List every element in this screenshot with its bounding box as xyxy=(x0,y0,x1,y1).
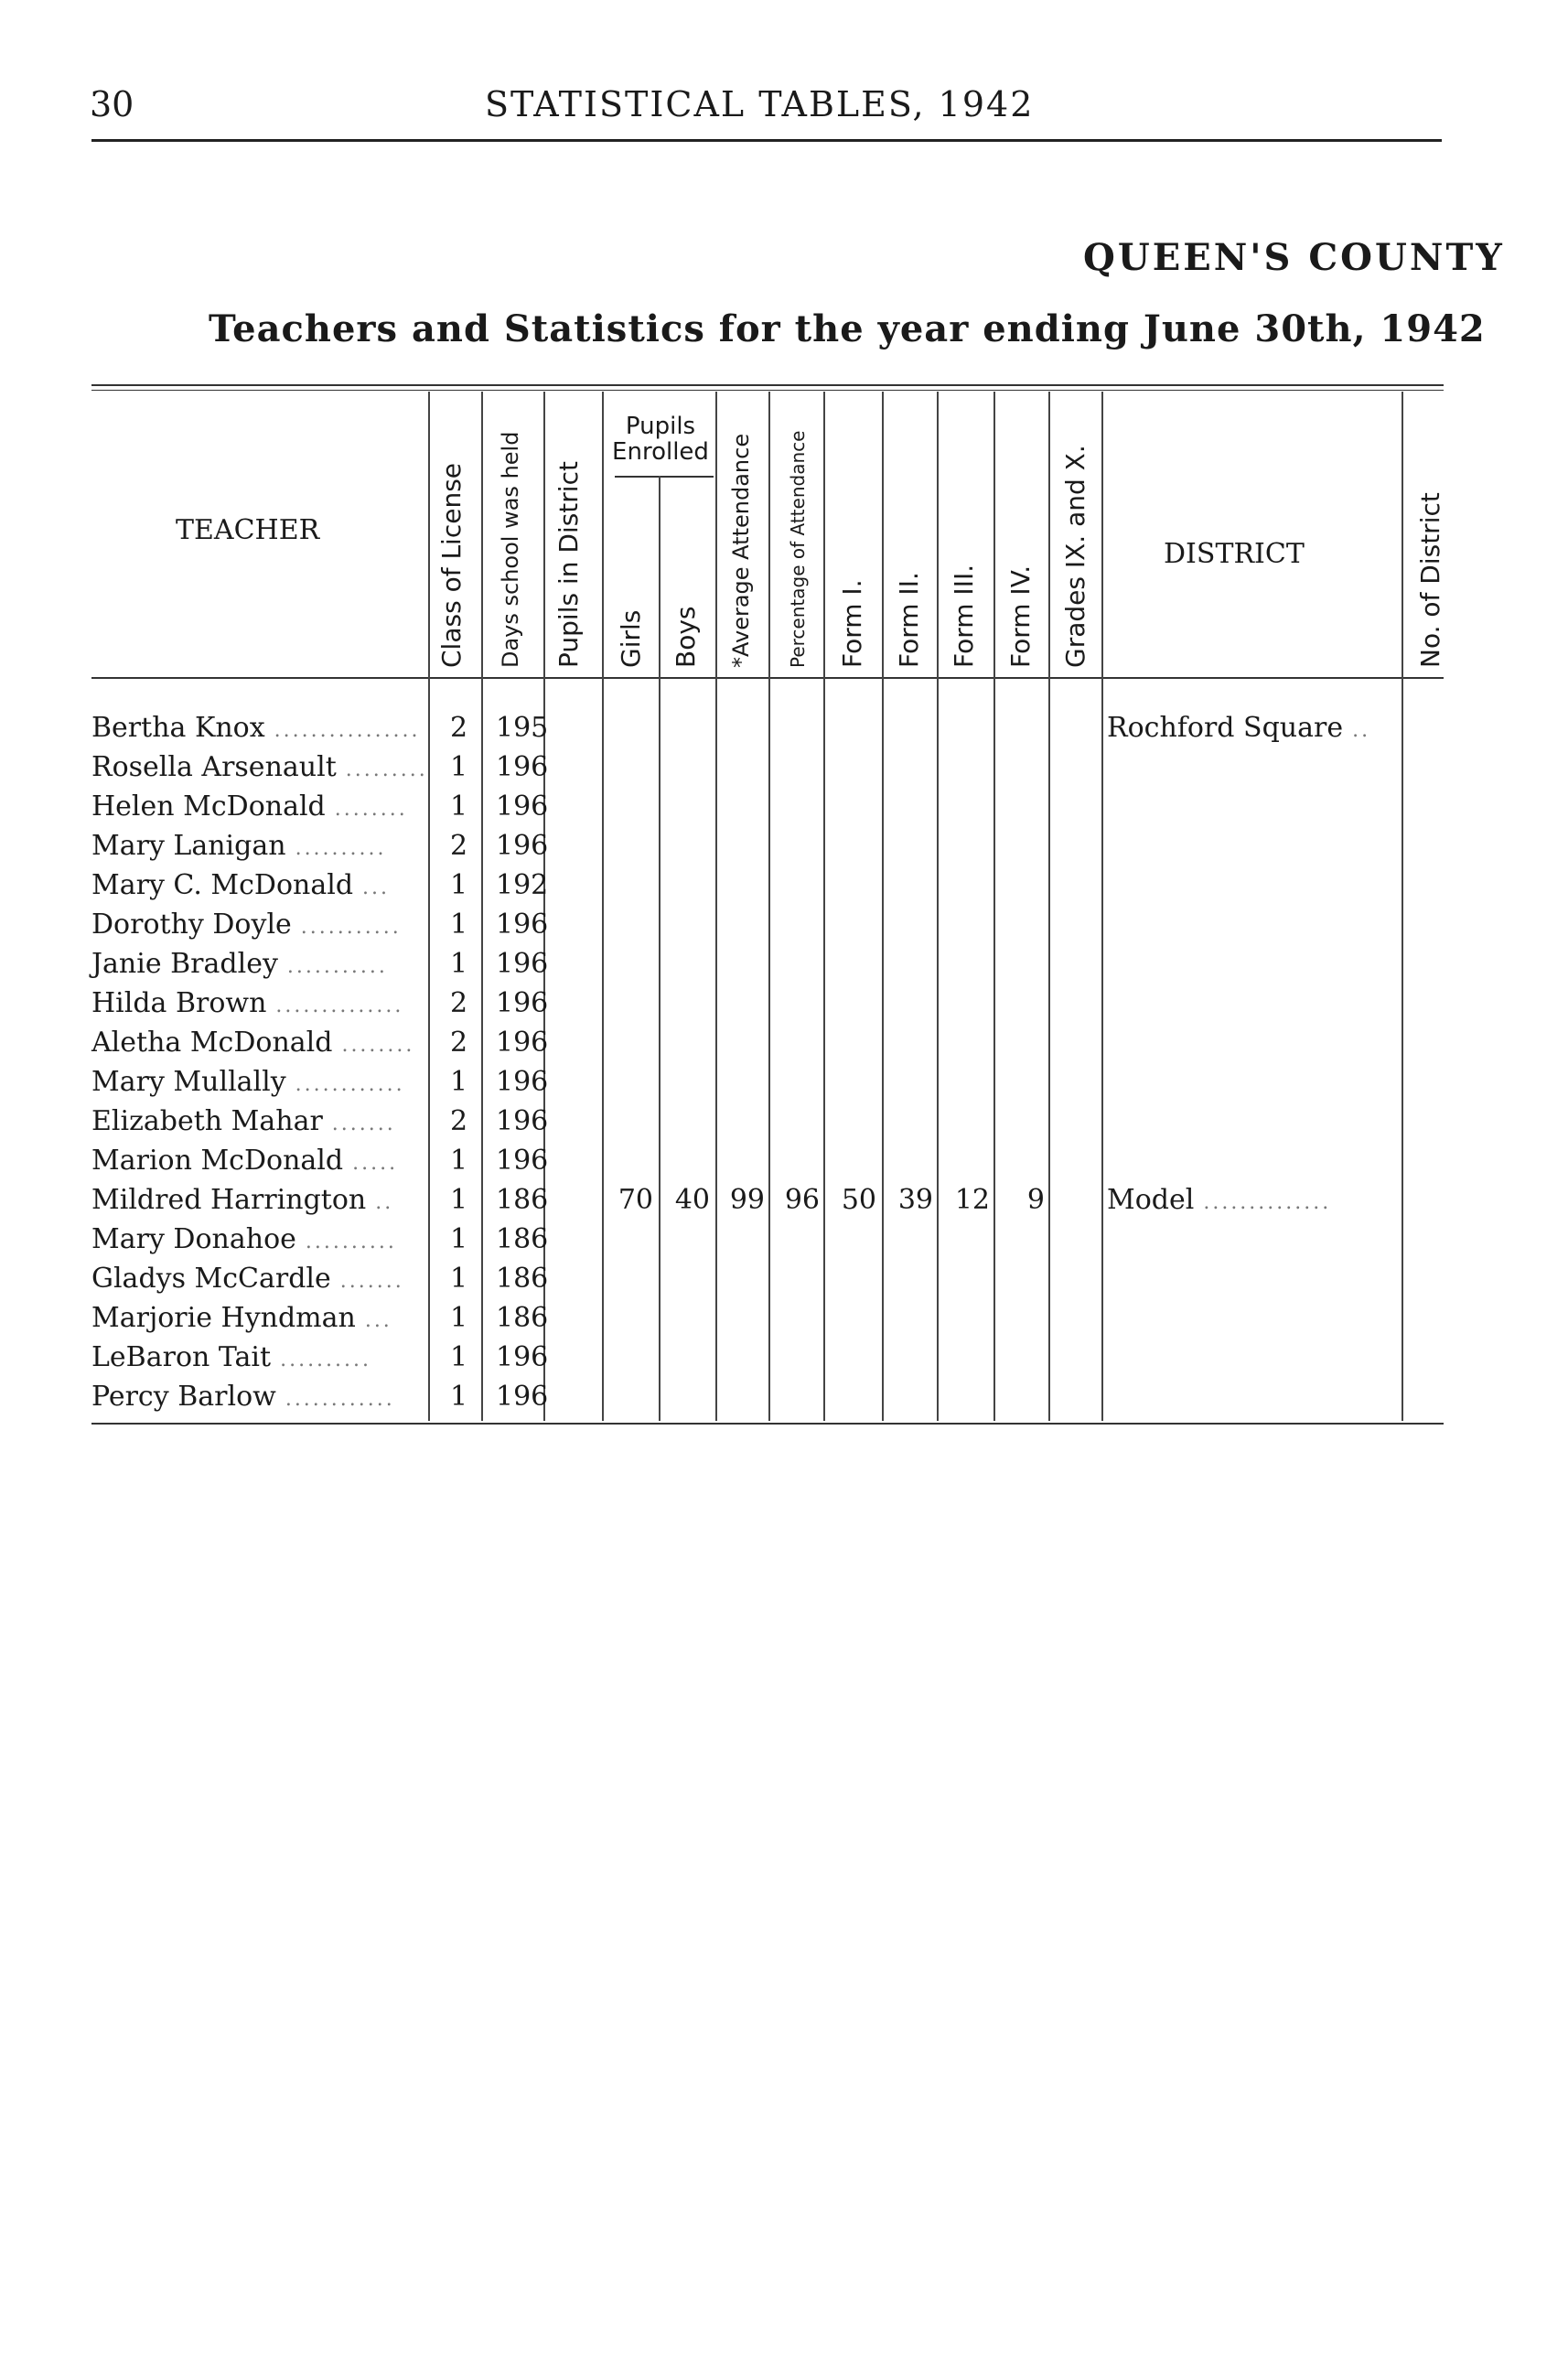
table-row xyxy=(0,1381,1568,1419)
table-row xyxy=(0,1105,1568,1144)
dot-leader: ................ xyxy=(264,719,421,742)
dot-leader: ..... xyxy=(343,1152,399,1175)
dot-leader: ... xyxy=(353,876,391,899)
running-title: STATISTICAL TABLES, 1942 xyxy=(485,84,1035,124)
form-4-cell: 9 xyxy=(1026,1184,1045,1216)
days-school-held-heading: Days school was held xyxy=(498,431,523,668)
days-school-held-cell: 186 xyxy=(496,1302,549,1334)
header-rule xyxy=(91,139,1442,142)
days-school-held-cell: 196 xyxy=(496,948,549,980)
dot-leader: .......... xyxy=(285,837,387,860)
dot-leader: .............. xyxy=(266,995,404,1017)
dot-leader: ............ xyxy=(275,1388,395,1411)
dot-leader: ... xyxy=(355,1309,392,1332)
teacher-name: Percy Barlow ............ xyxy=(91,1381,395,1413)
teacher-name: Marjorie Hyndman ... xyxy=(91,1302,392,1334)
dot-leader: ....... xyxy=(330,1270,404,1293)
class-of-license-cell: 1 xyxy=(450,1223,468,1255)
teacher-name: Bertha Knox ................ xyxy=(91,712,421,744)
days-school-held-cell: 196 xyxy=(496,1145,549,1177)
days-school-held-cell: 196 xyxy=(496,909,549,941)
teacher-name: Gladys McCardle ....... xyxy=(91,1263,404,1295)
table-top-rule xyxy=(91,384,1444,386)
table-row xyxy=(0,987,1568,1026)
class-of-license-cell: 1 xyxy=(450,751,468,783)
form-1-cell: 50 xyxy=(841,1184,876,1216)
dot-leader: ........... xyxy=(291,916,402,939)
teacher-name: Aletha McDonald ........ xyxy=(91,1027,415,1059)
dot-leader: ........ xyxy=(332,1034,415,1057)
class-of-license-cell: 1 xyxy=(450,869,468,901)
class-of-license-cell: 1 xyxy=(450,1066,468,1098)
table-row xyxy=(0,790,1568,829)
form-3-cell: 12 xyxy=(954,1184,990,1216)
table-row xyxy=(0,1184,1568,1222)
days-school-held-cell: 196 xyxy=(496,1381,549,1413)
grades-ix-and-x-heading: Grades IX. and X. xyxy=(1060,445,1090,668)
table-bottom-rule xyxy=(91,1423,1444,1425)
days-school-held-cell: 186 xyxy=(496,1223,549,1255)
days-school-held-cell: 196 xyxy=(496,987,549,1019)
teacher-name: Mildred Harrington .. xyxy=(91,1184,394,1216)
teacher-name: Marion McDonald ..... xyxy=(91,1145,399,1177)
class-of-license-cell: 1 xyxy=(450,909,468,941)
teacher-name: Rosella Arsenault ......... xyxy=(91,751,428,783)
no-of-district-heading: No. of District xyxy=(1415,492,1445,668)
days-school-held-cell: 196 xyxy=(496,1341,549,1373)
days-school-held-cell: 186 xyxy=(496,1184,549,1216)
form-2-cell: 39 xyxy=(897,1184,933,1216)
table-row xyxy=(0,830,1568,868)
table-row xyxy=(0,1223,1568,1262)
teacher-name: Hilda Brown .............. xyxy=(91,987,404,1019)
days-school-held-cell: 196 xyxy=(496,1105,549,1137)
teacher-name: Janie Bradley ........... xyxy=(91,948,388,980)
header-bottom-rule xyxy=(91,677,1444,679)
days-school-held-cell: 196 xyxy=(496,790,549,823)
teacher-name: Elizabeth Mahar ....... xyxy=(91,1105,396,1137)
teacher-name: Helen McDonald ........ xyxy=(91,790,408,823)
class-of-license-cell: 2 xyxy=(450,1105,468,1137)
days-school-held-cell: 195 xyxy=(496,712,549,744)
class-of-license-cell: 1 xyxy=(450,790,468,823)
form-3-heading: Form III. xyxy=(949,564,979,668)
days-school-held-cell: 196 xyxy=(496,1066,549,1098)
dot-leader: ....... xyxy=(322,1113,396,1135)
table-row xyxy=(0,712,1568,750)
table-row xyxy=(0,909,1568,947)
teacher-name: Mary Mullally ............ xyxy=(91,1066,405,1098)
teacher-column-heading: TEACHER xyxy=(176,514,320,546)
district-column-heading: DISTRICT xyxy=(1164,538,1305,570)
dot-leader: .......... xyxy=(271,1349,372,1371)
pupils-in-district-heading: Pupils in District xyxy=(553,461,584,668)
table-row xyxy=(0,1145,1568,1183)
table-top-rule-2 xyxy=(91,390,1444,391)
form-1-heading: Form I. xyxy=(837,579,867,668)
dot-leader: ........ xyxy=(325,798,408,821)
boys-cell: 40 xyxy=(674,1184,710,1216)
dot-leader: ........... xyxy=(277,955,388,978)
dot-leader: ......... xyxy=(336,758,428,781)
girls-heading: Girls xyxy=(616,609,646,668)
class-of-license-cell: 1 xyxy=(450,1302,468,1334)
days-school-held-cell: 196 xyxy=(496,751,549,783)
boys-heading: Boys xyxy=(671,606,701,668)
table-row xyxy=(0,1066,1568,1104)
days-school-held-cell: 186 xyxy=(496,1263,549,1295)
teacher-name: Mary C. McDonald ... xyxy=(91,869,391,901)
dot-leader: .. xyxy=(1343,719,1371,742)
page-number: 30 xyxy=(90,84,134,124)
class-of-license-cell: 2 xyxy=(450,830,468,862)
table-row xyxy=(0,1263,1568,1301)
teacher-name: Dorothy Doyle ........... xyxy=(91,909,402,941)
days-school-held-cell: 196 xyxy=(496,1027,549,1059)
average-attendance-cell: 99 xyxy=(729,1184,765,1216)
days-school-held-cell: 196 xyxy=(496,830,549,862)
table-subtitle: Teachers and Statistics for the year ending June 30th, 1942 xyxy=(209,307,1486,350)
teacher-name: LeBaron Tait .......... xyxy=(91,1341,372,1373)
class-of-license-cell: 2 xyxy=(450,987,468,1019)
average-attendance-heading: *Average Attendance xyxy=(728,433,754,668)
class-of-license-cell: 1 xyxy=(450,1145,468,1177)
teacher-name: Mary Lanigan .......... xyxy=(91,830,387,862)
county-heading: QUEEN'S COUNTY xyxy=(1083,236,1505,279)
pupils-enrolled-rule xyxy=(615,476,714,478)
table-row xyxy=(0,869,1568,908)
class-of-license-cell: 1 xyxy=(450,1381,468,1413)
class-of-license-cell: 1 xyxy=(450,1263,468,1295)
teacher-name: Mary Donahoe .......... xyxy=(91,1223,397,1255)
table-row xyxy=(0,751,1568,790)
form-4-heading: Form IV. xyxy=(1005,565,1036,668)
class-of-license-cell: 2 xyxy=(450,712,468,744)
dot-leader: .......... xyxy=(295,1231,397,1253)
table-row xyxy=(0,1027,1568,1065)
class-of-license-cell: 2 xyxy=(450,1027,468,1059)
class-of-license-cell: 1 xyxy=(450,948,468,980)
district-cell: Model .............. xyxy=(1107,1184,1332,1216)
table-row xyxy=(0,1341,1568,1380)
table-row xyxy=(0,1302,1568,1340)
table-row xyxy=(0,948,1568,986)
dot-leader: ............ xyxy=(285,1073,405,1096)
dot-leader: .............. xyxy=(1194,1191,1332,1214)
dot-leader: .. xyxy=(366,1191,394,1214)
pupils-enrolled-heading: Pupils Enrolled xyxy=(612,413,709,466)
percentage-attendance-cell: 96 xyxy=(784,1184,820,1216)
district-cell: Rochford Square .. xyxy=(1107,712,1371,744)
class-of-license-heading: Class of License xyxy=(436,462,467,668)
days-school-held-cell: 192 xyxy=(496,869,549,901)
girls-cell: 70 xyxy=(618,1184,653,1216)
percentage-attendance-heading: Percentage of Attendance xyxy=(787,430,809,668)
class-of-license-cell: 1 xyxy=(450,1341,468,1373)
form-2-heading: Form II. xyxy=(894,572,924,668)
class-of-license-cell: 1 xyxy=(450,1184,468,1216)
